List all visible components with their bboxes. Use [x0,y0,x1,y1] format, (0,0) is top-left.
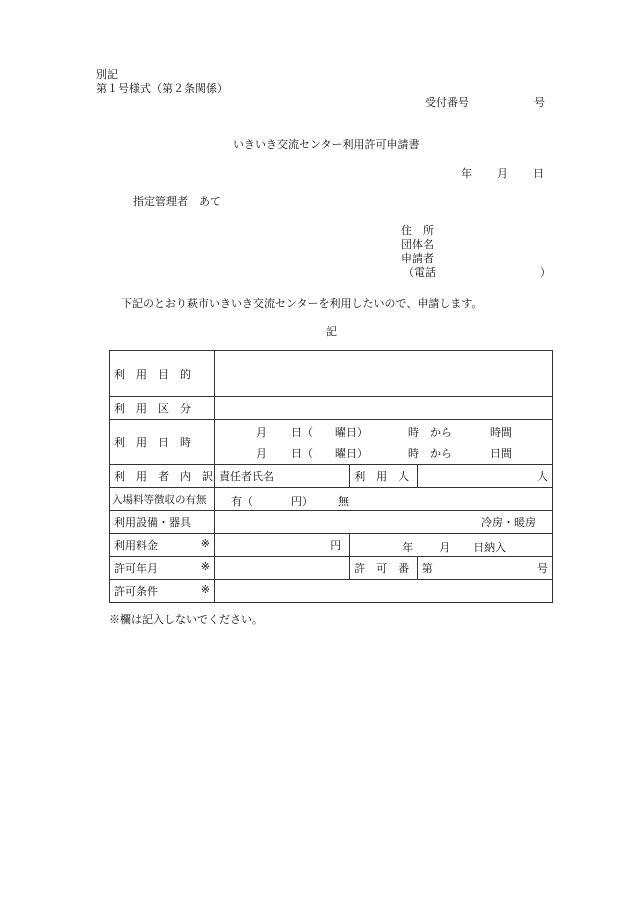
reception-suffix: 号 [534,96,545,109]
dt1-day: 日（ [291,426,313,439]
users-label: 利 用 人 [354,470,410,483]
purpose-label: 利 用 目 的 [110,351,215,397]
addressee: 指定管理者 あて [133,195,221,208]
responsible-label: 責任者氏名 [219,470,274,483]
footnote: ※欄は記入しないでください。 [109,613,263,626]
conditions-mark: ※ [200,583,210,596]
intro-text: 下記のとおり萩市いきいき交流センターを利用したいので、申請します。 [121,297,483,310]
purpose-value[interactable] [215,351,553,397]
dt1-hour: 時 [408,426,419,439]
row-equipment [110,511,553,534]
row-fee-collection [110,488,553,511]
users-label-cell [350,465,418,488]
pay-year: 年 [402,541,414,554]
fee-collection-label: 入場料等徴収の有無 [110,488,215,511]
dt1-month: 月 [256,426,267,439]
users-unit: 人 [537,470,548,483]
applicant-phone-open: （電話 [403,266,436,279]
dt2-month: 月 [256,447,267,460]
form-number: 第１号様式（第２条関係） [96,82,228,95]
date-year: 年 [461,167,472,180]
permit-date-mark: ※ [200,560,210,573]
pay-month: 月 [439,541,451,554]
dt1-weekday: 曜日） [335,426,368,439]
category-value[interactable] [215,397,553,420]
row-breakdown [110,465,553,488]
responsible-cell[interactable] [215,465,350,488]
aircon: 冷房・暖房 [481,516,536,529]
dt2-from: から [430,447,452,460]
breakdown-label: 利 用 者 内 訳 [110,465,215,488]
ki-heading: 記 [326,325,337,338]
dt2-weekday: 曜日） [335,447,368,460]
charge-yen: 円 [330,539,342,552]
dt2-hour: 時 [408,447,419,460]
dt1-unit: 時間 [490,426,512,439]
permit-no-suffix: 号 [537,562,548,575]
pay-day: 日納入 [473,541,507,554]
datetime-row-2 [215,442,552,464]
dt2-unit: 日間 [490,447,512,460]
applicant-name: 申請者 [401,252,434,265]
row-purpose [110,351,553,397]
fee-yen: 円） [291,495,313,508]
page-title: いきいき交流センター利用許可申請書 [233,138,420,151]
fee-no: 無 [338,495,349,508]
row-conditions [110,580,553,603]
conditions-label: 許可条件 ※ [110,580,215,603]
equipment-label: 利用設備・器具 [110,511,215,534]
date-day: 日 [533,167,544,180]
fee-yes: 有（ [231,495,253,508]
applicant-phone-close: ） [540,266,551,279]
dt2-day: 日（ [291,447,313,460]
permit-date-label: 許可年月 ※ [110,557,215,580]
row-permit [110,557,553,580]
fee-collection-value[interactable] [215,488,553,511]
equipment-value[interactable] [215,511,553,534]
row-datetime [110,420,553,465]
bekki: 別記 [96,68,118,81]
row-charge [110,534,553,557]
pay-date-value [350,534,553,557]
permit-no-label: 許 可 番 [354,562,410,575]
datetime-label: 利 用 日 時 [110,420,215,465]
row-category [110,397,553,420]
reception-label: 受付番号 [425,96,469,109]
users-value[interactable] [417,465,552,488]
datetime-row-1 [215,420,552,442]
application-table [109,350,553,603]
charge-value [215,534,350,557]
category-label: 利 用 区 分 [110,397,215,420]
dt1-from: から [430,426,452,439]
conditions-value [215,580,553,603]
date-month: 月 [497,167,508,180]
charge-mark: ※ [200,537,210,550]
applicant-group: 団体名 [401,238,434,251]
permit-date-value [215,557,350,580]
permit-no-label-cell [350,557,418,580]
charge-label: 利用料金 ※ [110,534,215,557]
applicant-address: 住 所 [401,224,434,237]
permit-no-prefix: 第 [421,562,433,575]
permit-no-value [417,557,552,580]
datetime-value[interactable] [215,420,553,465]
